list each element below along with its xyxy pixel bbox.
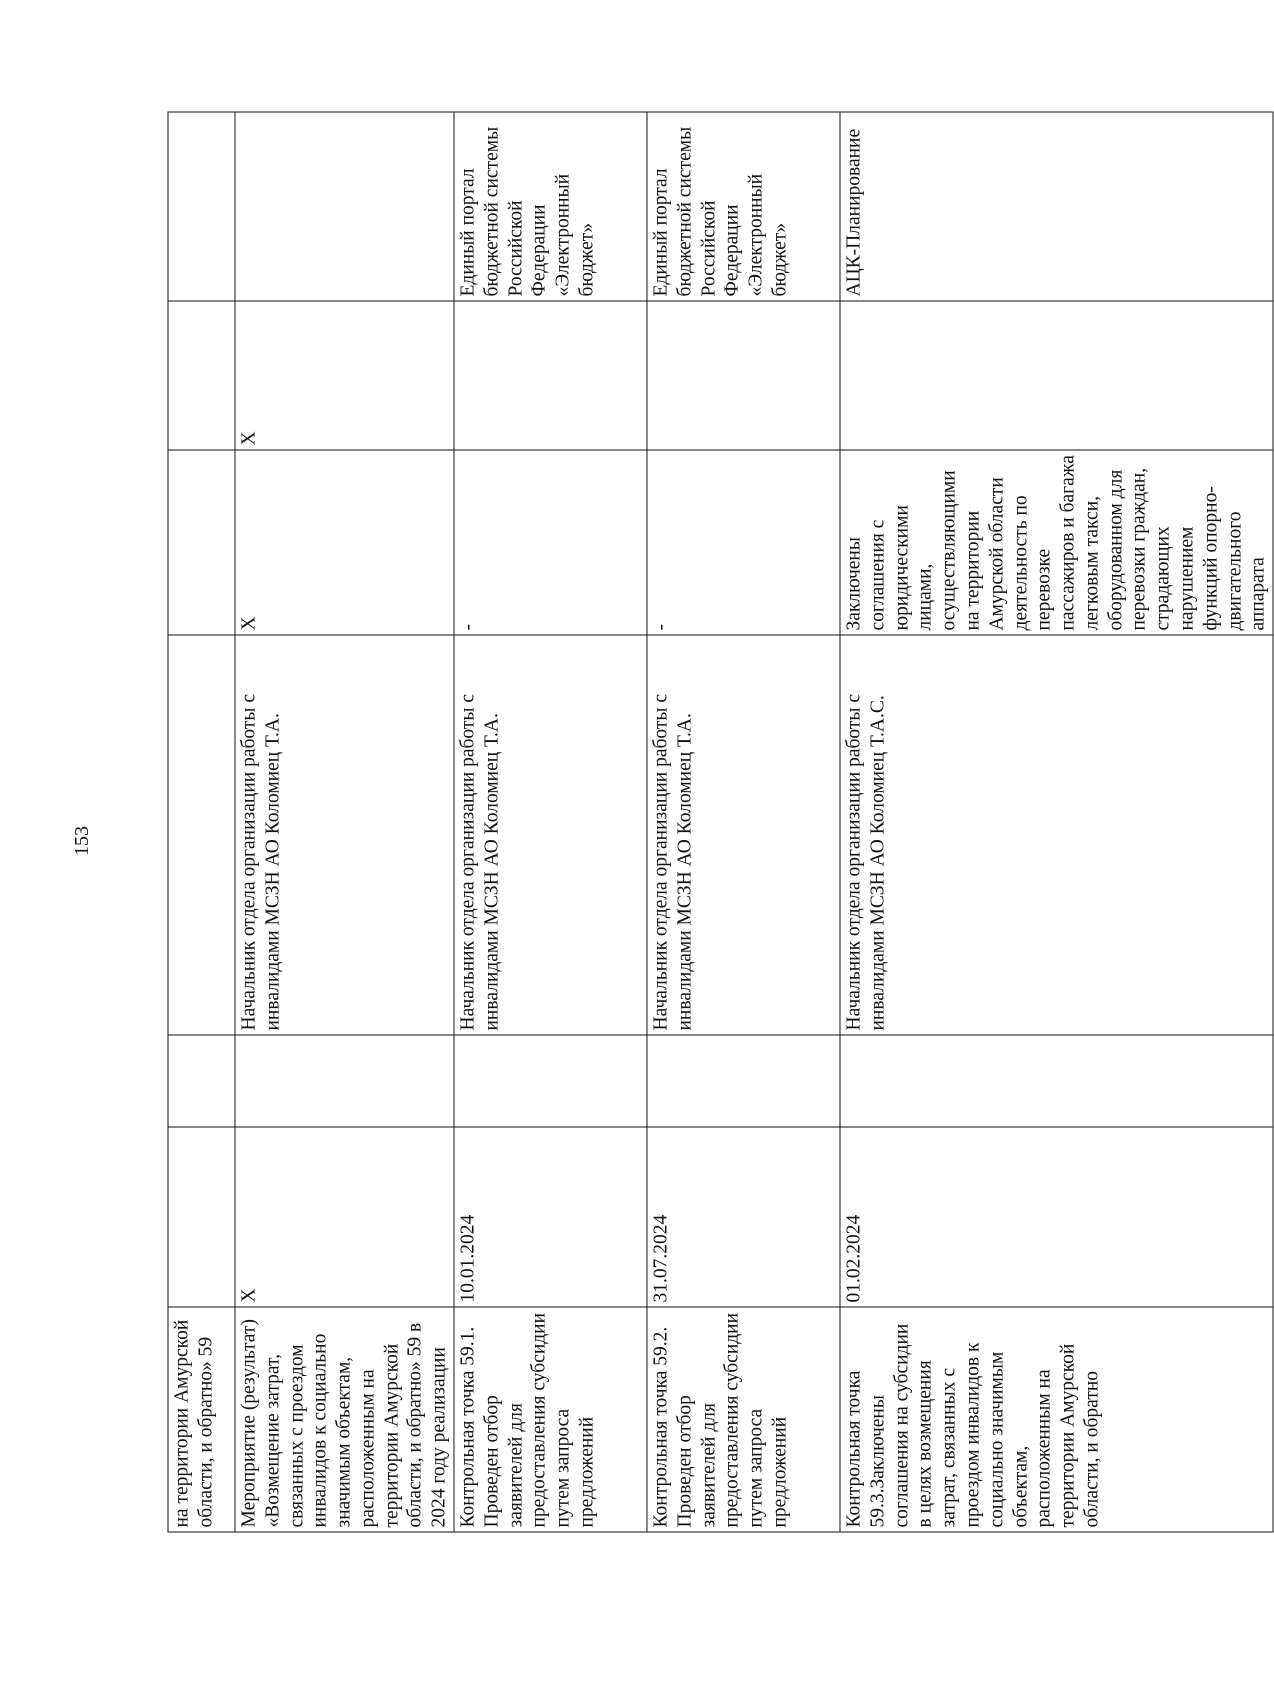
- rotated-table-container: [168, 112, 1269, 1532]
- cell-end: [840, 1035, 1273, 1127]
- table-row: [840, 112, 1273, 1532]
- cell-result: -: [454, 450, 647, 635]
- cell-start: 01.02.2024: [840, 1127, 1273, 1307]
- cell-responsible: Начальник отдела организации работы с инвалидами МСЗН АО Коломиец Т.А.: [235, 635, 454, 1035]
- cell-doc-type: [647, 301, 840, 450]
- cell-responsible: Начальник отдела организации работы с инвалидами МСЗН АО Коломиец Т.А.: [454, 635, 647, 1035]
- cell-doc-type: [840, 301, 1273, 450]
- cell-end: [235, 1035, 454, 1127]
- cell-system: [168, 112, 235, 301]
- cell-start: 31.07.2024: [647, 1127, 840, 1307]
- table-row: [235, 112, 454, 1532]
- cell-doc-type: [454, 301, 647, 450]
- cell-doc-type: [168, 301, 235, 450]
- cell-system: Единый портал бюджетной системы Российской Федерации «Электронный бюджет»: [647, 112, 840, 301]
- page-number: 153: [71, 826, 93, 856]
- cell-doc-type: X: [235, 301, 454, 450]
- table-row: [647, 112, 840, 1532]
- cell-result: X: [235, 450, 454, 635]
- cell-system: [235, 112, 454, 301]
- cell-event: Контрольная точка 59.3.Заключены соглашения на субсидии в целях возмещения затрат, связанных с проездом инвалидов к социально значимым объектам, расположенным на территории Амурской области, и обратно: [840, 1307, 1273, 1532]
- cell-responsible: Начальник отдела организации работы с инвалидами МСЗН АО Коломиец Т.А.С.: [840, 635, 1273, 1035]
- cell-start: [168, 1127, 235, 1307]
- cell-end: [454, 1035, 647, 1127]
- table-row: [454, 112, 647, 1532]
- table-row: [168, 112, 235, 1532]
- cell-event: Мероприятие (результат) «Возмещение затрат, связанных с проездом инвалидов к социально значимым объектам, расположенным на территории Амурской области, и обратно» 59 в 2024 году реализации: [235, 1307, 454, 1532]
- cell-event: на территории Амурской области, и обратно» 59: [168, 1307, 235, 1532]
- cell-system: АЦК-Планирование: [840, 112, 1273, 301]
- cell-result: Заключены соглашения с юридическими лицами, осуществляющими на территории Амурской области деятельность по перевозке пассажиров и багажа легковым такси, оборудованном для перевозки граждан, страдающих нарушением функций опорно-двигательного аппарата: [840, 450, 1273, 635]
- plan-table: [168, 111, 1274, 1532]
- cell-responsible: Начальник отдела организации работы с инвалидами МСЗН АО Коломиец Т.А.: [647, 635, 840, 1035]
- cell-start: 10.01.2024: [454, 1127, 647, 1307]
- cell-system: Единый портал бюджетной системы Российской Федерации «Электронный бюджет»: [454, 112, 647, 301]
- cell-result: -: [647, 450, 840, 635]
- cell-start: X: [235, 1127, 454, 1307]
- cell-responsible: [168, 635, 235, 1035]
- cell-result: [168, 450, 235, 635]
- cell-event: Контрольная точка 59.1. Проведен отбор заявителей для предоставления субсидии путем запроса предложений: [454, 1307, 647, 1532]
- cell-end: [647, 1035, 840, 1127]
- cell-event: Контрольная точка 59.2. Проведен отбор заявителей для предоставления субсидии путем запроса предложений: [647, 1307, 840, 1532]
- cell-end: [168, 1035, 235, 1127]
